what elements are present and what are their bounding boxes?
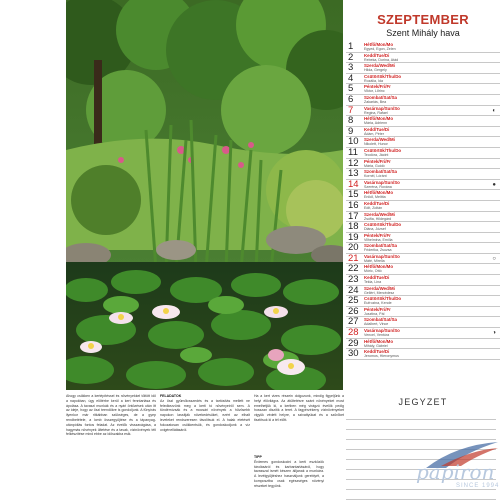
article-column-3	[254, 394, 344, 423]
calendar-day-row	[346, 137, 500, 148]
day-number: 22	[348, 263, 359, 275]
calendar-day-row	[346, 53, 500, 64]
day-weekday: Vasárnap/Sun/So	[364, 179, 400, 185]
day-number: 17	[348, 210, 359, 222]
day-number: 9	[348, 125, 354, 137]
day-weekday: Szerda/Wed/Mi	[364, 211, 395, 217]
day-weekday: Vasárnap/Sun/So	[364, 253, 400, 259]
day-weekday: Vasárnap/Sun/So	[364, 105, 400, 111]
calendar-day-row	[346, 339, 500, 350]
day-number: 19	[348, 231, 359, 243]
article-text-2: Az őszi gyümölcsszedés és a tartósítás mellett ne feledkezzünk meg a kerti tó növényeiről sem. A tündérrózsák és a mocsári növények a hűvösebb napokon lassítják növekedésüket, ezért az elhalt leveleket rendszeresen távolítsuk el. A halak etetését fokozatosan csökkentsük, és gondoskodjunk a víz oxigénellátásáról.	[160, 398, 250, 432]
month-title: SZEPTEMBER	[377, 12, 469, 27]
day-weekday: Vasárnap/Sun/So	[364, 328, 400, 334]
calendar-day-row	[346, 264, 500, 275]
day-number: 28	[348, 327, 359, 339]
calendar-day-row	[346, 212, 500, 223]
logo-tagline: SINCE 1994	[456, 483, 500, 489]
article-text-3: Ha a kert vizes részein dolgozunk, mindig figyeljünk a helyi élővilágra. Az átültetésre szánt növényeket most emelhetjük ki, a kertben még virágzó évelők pedig hosszan díszítik a teret. A fagyérzékeny vízinövényeket vigyük védett helyre, a szivattyúkat és a szűrőket tisztítsuk ki a tél előtt.	[254, 394, 344, 422]
article-column-1	[66, 394, 156, 437]
day-weekday: Kedd/Tue/Di	[364, 275, 390, 281]
calendar-day-row	[346, 42, 500, 53]
day-number: 30	[348, 348, 359, 360]
day-weekday: Szombat/Sat/Sa	[364, 169, 397, 175]
garden-pond-photo	[66, 0, 343, 390]
day-namedays: Zakariás, Bea	[364, 99, 387, 104]
day-weekday: Csütörtök/Thu/Do	[364, 147, 402, 153]
day-weekday: Szerda/Wed/Mi	[364, 63, 395, 69]
article-heading-2: FELADATOK	[160, 394, 182, 398]
day-number: 12	[348, 157, 359, 169]
day-weekday: Csütörtök/Thu/Do	[364, 73, 402, 79]
calendar-day-row	[346, 84, 500, 95]
moon-phase-icon: ◐	[492, 107, 496, 114]
notes-title: JEGYZET	[398, 397, 448, 407]
day-namedays: Móric, Ottó	[364, 269, 382, 274]
day-number: 18	[348, 221, 359, 233]
calendar-day-row	[346, 116, 500, 127]
day-namedays: Teodóra, Jácint	[364, 152, 389, 157]
calendar-day-row	[346, 190, 500, 201]
month-subtitle: Szent Mihály hava	[386, 28, 460, 38]
day-weekday: Kedd/Tue/Di	[364, 126, 390, 132]
day-weekday: Hétfő/Mon/Mo	[364, 338, 394, 344]
calendar-day-row	[346, 169, 500, 180]
calendar-day-row	[346, 95, 500, 106]
day-namedays: Gellért, Mercédesz	[364, 290, 395, 295]
calendar-day-row	[346, 106, 500, 117]
day-namedays: Mihály, Gábriel	[364, 343, 388, 348]
calendar-day-row	[346, 159, 500, 170]
day-weekday: Kedd/Tue/Di	[364, 200, 390, 206]
calendar-day-row	[346, 349, 500, 360]
day-weekday: Hétfő/Mon/Mo	[364, 264, 394, 270]
day-number: 13	[348, 168, 359, 180]
calendar-panel	[346, 0, 500, 390]
day-number: 2	[348, 51, 354, 63]
day-weekday: Szerda/Wed/Mi	[364, 137, 395, 143]
day-namedays: Diána, József	[364, 227, 386, 232]
day-number: 21	[348, 252, 359, 264]
article-heading-4: TIPP	[254, 455, 262, 459]
calendar-day-row	[346, 74, 500, 85]
day-namedays: Adalbert, Vince	[364, 322, 389, 327]
day-namedays: Ádám, Péter	[364, 131, 384, 136]
logo-wordmark: papiron	[416, 460, 495, 484]
day-number: 10	[348, 136, 359, 148]
day-namedays: Hilda, Gergely	[364, 68, 387, 73]
day-weekday: Kedd/Tue/Di	[364, 349, 390, 355]
calendar-header	[346, 0, 500, 42]
day-namedays: Vencel, Ventúra	[364, 333, 390, 338]
calendar-day-row	[346, 286, 500, 297]
day-number: 15	[348, 189, 359, 201]
calendar-day-row	[346, 328, 500, 339]
day-number: 8	[348, 115, 354, 127]
day-number: 24	[348, 284, 359, 296]
day-weekday: Szombat/Sat/Sa	[364, 94, 397, 100]
article-column-4	[254, 455, 324, 489]
calendar-day-row	[346, 233, 500, 244]
day-weekday: Szombat/Sat/Sa	[364, 243, 397, 249]
day-namedays: Edit, Zoltán	[364, 205, 383, 210]
calendar-day-row	[346, 254, 500, 265]
calendar-day-row	[346, 317, 500, 328]
day-number: 27	[348, 316, 359, 328]
day-number: 1	[348, 41, 354, 52]
day-namedays: Tekla, Lina	[364, 280, 382, 285]
day-weekday: Hétfő/Mon/Mo	[364, 42, 394, 47]
day-number: 14	[348, 178, 359, 190]
day-number: 3	[348, 62, 354, 74]
day-namedays: Kornél, Lóránt	[364, 174, 387, 179]
day-namedays: Szeréna, Roxána	[364, 184, 392, 189]
day-number: 7	[348, 104, 354, 116]
day-namedays: Regina, Rafael	[364, 110, 388, 115]
day-number: 11	[348, 146, 358, 158]
day-weekday: Csütörtök/Thu/Do	[364, 296, 402, 302]
day-number: 5	[348, 83, 354, 95]
calendar-day-row	[346, 243, 500, 254]
day-number: 23	[348, 274, 359, 286]
calendar-day-row	[346, 201, 500, 212]
moon-phase-icon: ○	[492, 255, 496, 262]
day-namedays: Vilhelmina, Emília	[364, 237, 393, 242]
calendar-day-row	[346, 180, 500, 191]
calendar-day-row	[346, 275, 500, 286]
day-namedays: Egyed, Egon, Zelen	[364, 47, 396, 51]
day-weekday: Péntek/Fri/Fr	[364, 158, 391, 164]
day-number: 6	[348, 93, 354, 105]
day-weekday: Péntek/Fri/Fr	[364, 232, 391, 238]
day-weekday: Csütörtök/Thu/Do	[364, 222, 402, 228]
day-namedays: Jeromos, Hieronymus	[364, 354, 399, 359]
day-weekday: Péntek/Fri/Fr	[364, 84, 391, 90]
day-number: 16	[348, 199, 359, 211]
day-number: 20	[348, 242, 359, 254]
day-namedays: Mária, Guidó	[364, 163, 385, 168]
moon-phase-icon: ◑	[492, 330, 496, 337]
day-number: 29	[348, 337, 359, 349]
day-namedays: Jusztina, Pál	[364, 311, 385, 316]
day-namedays: Rozália, Ida	[364, 78, 383, 83]
day-namedays: Viktor, Lőrinc	[364, 89, 385, 94]
article-text-4: Érdemes gondoskodni a kerti eszközök tárolásáról és karbantartásáról, hogy tavasszal ismét készen álljanak a munkára. A levélgyűjtéshez használjunk gereblyét, a komposztba csak egészséges növényi részeket tegyünk.	[254, 459, 324, 488]
article-text-1: Ahogy csökken a kertépítéssel és növényekkel töltött idő a napokban, úgy előtérbe kerül a kert fenntartása és ápolása. A tavaszi munkák és a nyári öntözések után itt az ideje, hogy az őszi teendőkre is gondoljunk. A fűnyírás ilyenkor már ritkábban szükséges, de a gyep rendbetétele, a lomb összegyűjtése és a tápanyag-utánpótlás fontos feladat. Az évelők visszavágása, a hagymás növények ültetése és a tavak, vízinövények téli felkészítése mind ebbe az időszakba esik.	[66, 394, 156, 437]
papiron-logo	[416, 440, 500, 500]
day-weekday: Szombat/Sat/Sa	[364, 317, 397, 323]
day-weekday: Péntek/Fri/Fr	[364, 306, 391, 312]
day-weekday: Szerda/Wed/Mi	[364, 285, 395, 291]
calendar-day-row	[346, 127, 500, 138]
day-namedays: Nikolett, Hunor	[364, 142, 388, 147]
day-namedays: Mária, Adrienn	[364, 121, 388, 126]
calendar-day-row	[346, 148, 500, 159]
day-namedays: Enikő, Melitta	[364, 195, 386, 200]
day-weekday: Kedd/Tue/Di	[364, 52, 390, 58]
day-number: 26	[348, 305, 359, 317]
calendar-day-row	[346, 222, 500, 233]
day-list	[346, 42, 500, 360]
day-namedays: Zsófia, Hildegárd	[364, 216, 392, 221]
calendar-day-row	[346, 63, 500, 74]
moon-phase-icon: ●	[492, 181, 496, 188]
day-number: 25	[348, 295, 359, 307]
day-weekday: Hétfő/Mon/Mo	[364, 190, 394, 196]
article-column-2	[160, 394, 250, 432]
day-number: 4	[348, 72, 354, 84]
day-namedays: Rebeka, Dorina, Atád	[364, 57, 399, 62]
day-namedays: Friderika, Zsuzsa	[364, 248, 392, 253]
day-weekday: Hétfő/Mon/Mo	[364, 116, 394, 122]
calendar-day-row	[346, 307, 500, 318]
day-namedays: Eufrozina, Kende	[364, 301, 392, 306]
calendar-day-row	[346, 296, 500, 307]
day-namedays: Máté, Mirella	[364, 258, 385, 263]
